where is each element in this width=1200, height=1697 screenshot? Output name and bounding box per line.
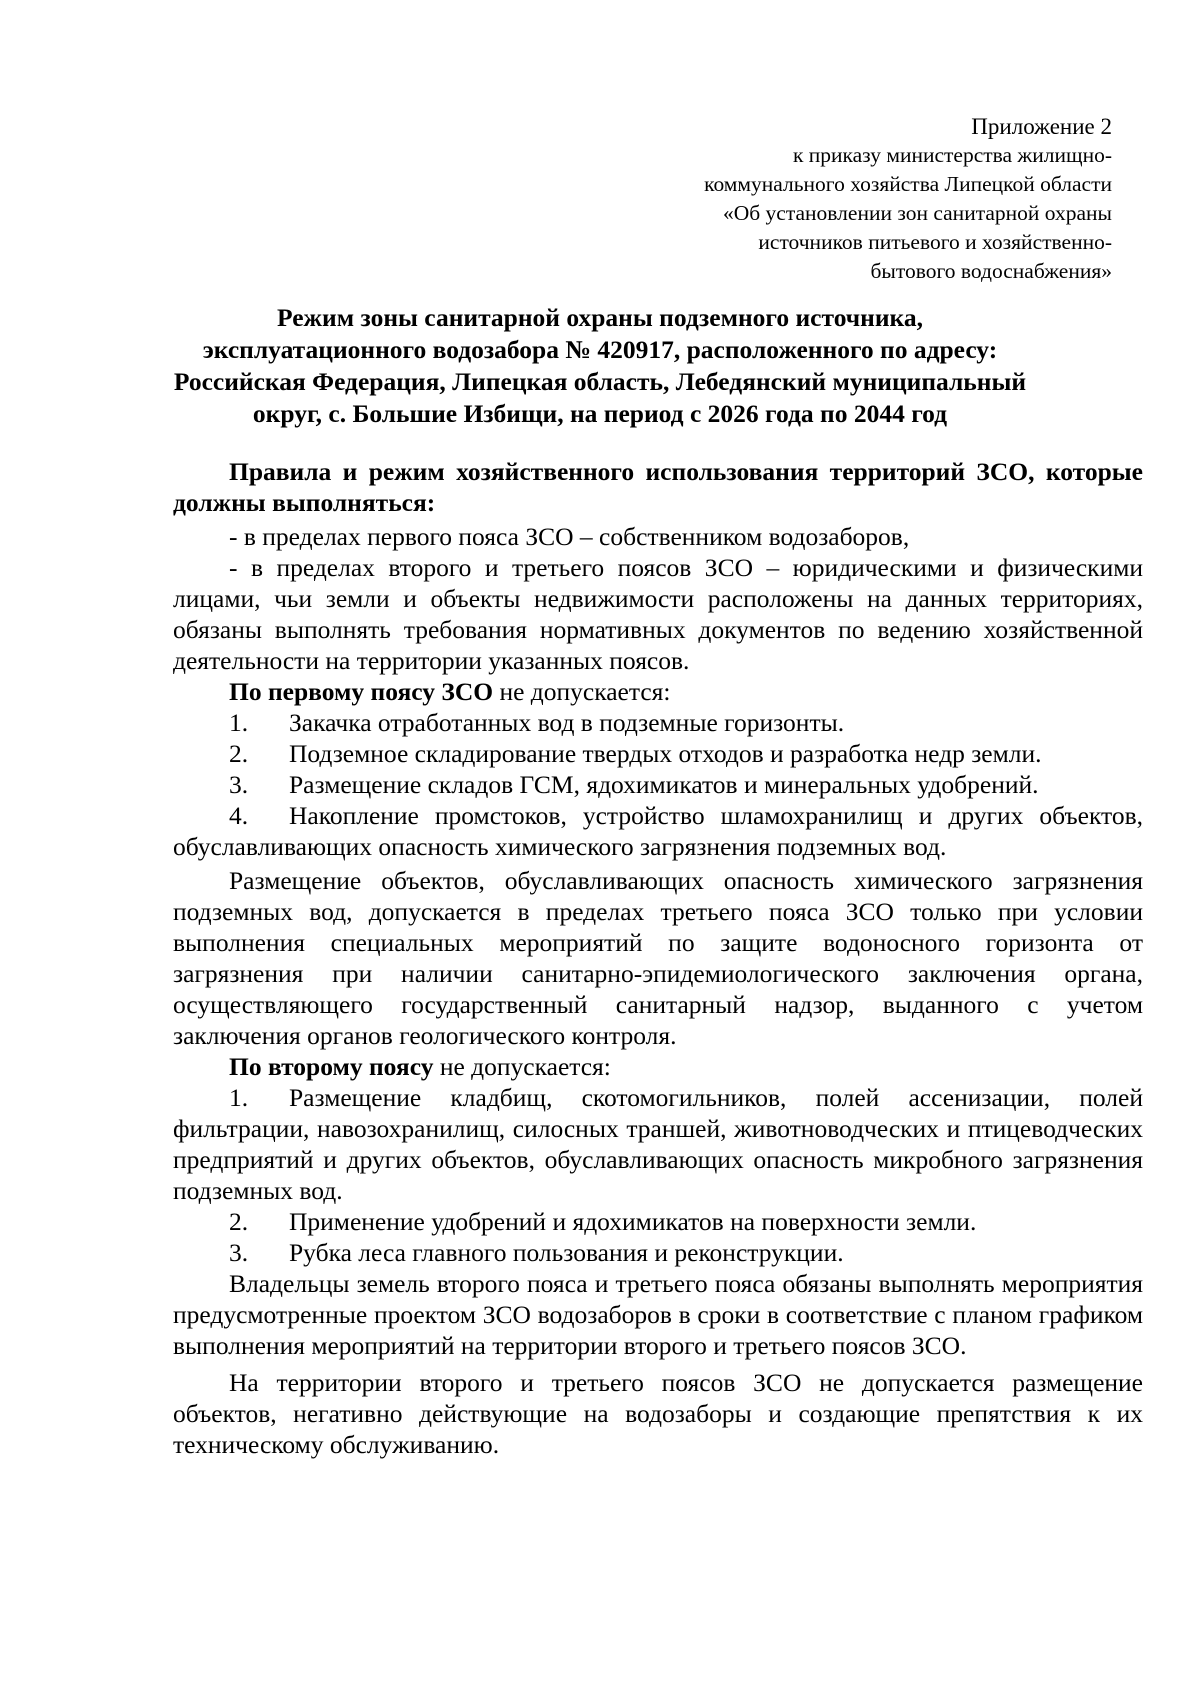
first-belt-label <box>173 676 1143 707</box>
list-item-number: 2. <box>229 1207 249 1236</box>
owners-paragraph: Владельцы земель второго пояса и третьего пояса обязаны выполнять мероприятия предусмотренные проектом ЗСО водозаборов в сроки в соответствие с планом графиком выполнения мероприятий на территории второго и третьего поясов ЗСО. <box>173 1269 1143 1360</box>
list-item-text: Рубка леса главного пользования и реконструкции. <box>289 1238 844 1267</box>
rules-item-first-belt: - в пределах первого пояса ЗСО – собственником водозаборов, <box>229 522 910 551</box>
first-belt-label-rest: не допускается: <box>493 677 671 706</box>
list-item-number: 3. <box>229 770 249 799</box>
title-line: Режим зоны санитарной охраны подземного источника, <box>277 303 923 332</box>
list-item <box>173 738 1143 769</box>
appendix-block <box>552 112 1112 286</box>
first-belt-label-bold: По первому поясу ЗСО <box>229 677 494 706</box>
title-line: округ, с. Большие Избищи, на период с 2026 года по 2044 год <box>252 399 948 428</box>
list-item-text: Размещение складов ГСМ, ядохимикатов и минеральных удобрений. <box>289 770 1039 799</box>
list-item-text: Применение удобрений и ядохимикатов на поверхности земли. <box>289 1207 977 1236</box>
list-item-number: 4. <box>229 801 249 830</box>
second-belt-label-rest: не допускается: <box>433 1052 611 1081</box>
appendix-line: к приказу министерства жилищно- <box>792 143 1112 167</box>
list-item-text: Накопление промстоков, устройство шламохранилищ и других объектов, обуславливающих опасность химического загрязнения подземных вод. <box>173 801 1143 861</box>
final-paragraph: На территории второго и третьего поясов ЗСО не допускается размещение объектов, негативно действующие на водозаборы и создающие препятствия к их техническому обслуживанию. <box>173 1368 1143 1459</box>
list-item-number: 1. <box>229 1083 249 1112</box>
list-item <box>173 800 1143 862</box>
title-line: Российская Федерация, Липецкая область, Лебедянский муниципальный <box>173 367 1027 396</box>
title-line: эксплуатационного водозабора № 420917, расположенного по адресу: <box>202 335 998 364</box>
document-body <box>173 456 1143 1460</box>
list-item-text: Подземное складирование твердых отходов и разработка недр земли. <box>289 739 1042 768</box>
appendix-line: Приложение 2 <box>971 114 1112 139</box>
list-item-text: Размещение кладбищ, скотомогильников, полей ассенизации, полей фильтрации, навозохранилищ, силосных траншей, животноводческих и птицеводческих предприятий и других объектов, обуславливающих опасность микробного загрязнения подземных вод. <box>173 1083 1143 1205</box>
list-item <box>173 707 1143 738</box>
first-belt-note: Размещение объектов, обуславливающих опасность химического загрязнения подземных вод, допускается в пределах третьего пояса ЗСО только при условии выполнения специальных мероприятий по защите водоносного горизонта от загрязнения при наличии санитарно-эпидемиологического заключения органа, осуществляющего государственный санитарный надзор, выданного с учетом заключения органов геологического контроля. <box>173 866 1143 1050</box>
appendix-line: коммунального хозяйства Липецкой области <box>704 172 1112 196</box>
appendix-line: бытового водоснабжения» <box>870 259 1112 283</box>
list-item-text: Закачка отработанных вод в подземные горизонты. <box>289 708 845 737</box>
list-item-number: 3. <box>229 1238 249 1267</box>
list-item <box>173 1206 1143 1237</box>
list-item <box>173 769 1143 800</box>
document-title <box>100 302 1100 430</box>
rules-heading: Правила и режим хозяйственного использования территорий ЗСО, которые должны выполняться: <box>173 457 1143 517</box>
list-item-number: 1. <box>229 708 249 737</box>
list-item <box>173 1237 1143 1268</box>
appendix-line: «Об установлении зон санитарной охраны <box>722 201 1112 225</box>
appendix-line: источников питьевого и хозяйственно- <box>758 230 1112 254</box>
list-item-number: 2. <box>229 739 249 768</box>
rules-item-second-third-belt: - в пределах второго и третьего поясов ЗСО – юридическими и физическими лицами, чьи земли и объекты недвижимости расположены на данных территориях, обязаны выполнять требования нормативных документов по ведению хозяйственной деятельности на территории указанных поясов. <box>173 553 1143 675</box>
list-item <box>173 1082 1143 1206</box>
second-belt-label-bold: По второму поясу <box>229 1052 434 1081</box>
second-belt-label <box>173 1051 1143 1082</box>
